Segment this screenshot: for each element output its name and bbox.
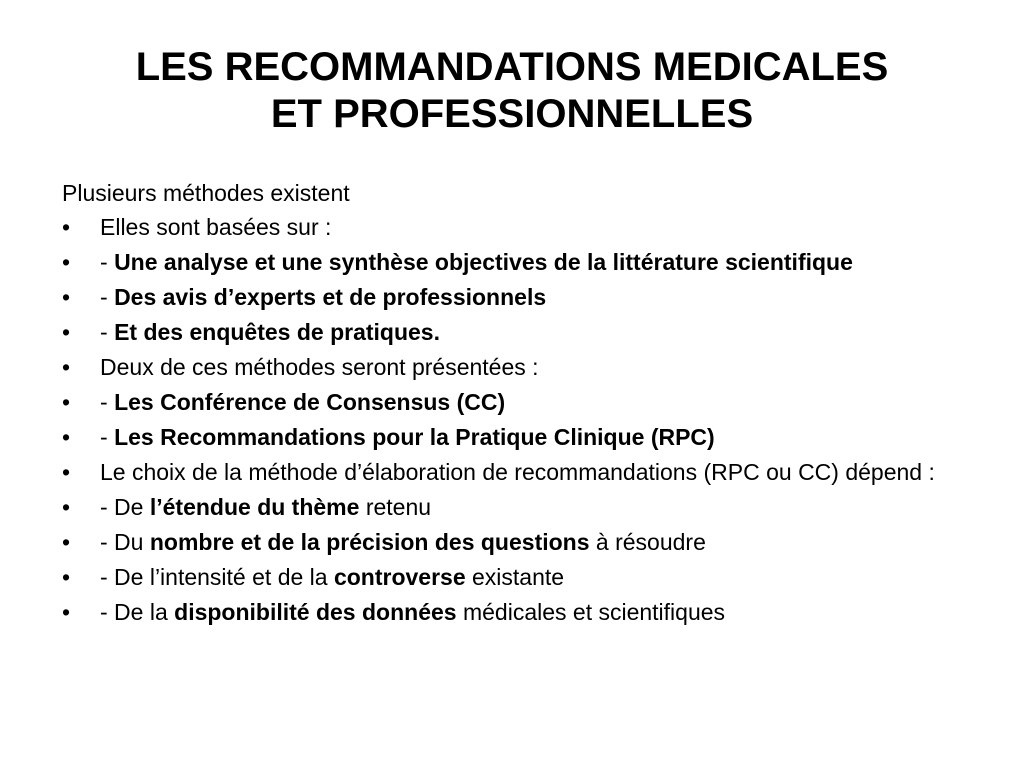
slide-title-line-1: LES RECOMMANDATIONS MEDICALES <box>135 45 889 89</box>
bullet-icon: • <box>62 494 71 520</box>
bullet-item <box>62 319 1024 346</box>
bullet-text: Deux de ces méthodes seront présentées : <box>100 354 539 380</box>
slide-title-line-2: ET PROFESSIONNELLES <box>270 92 754 136</box>
bullet-icon: • <box>62 529 71 555</box>
bullet-text: - <box>100 249 115 275</box>
bullet-text: - <box>100 424 115 450</box>
bullet-bold-text: Les Recommandations pour la Pratique Clinique (RPC) <box>114 424 715 450</box>
bullet-bold-text: Des avis d’experts et de professionnels <box>114 284 547 310</box>
bullet-item <box>62 529 1024 556</box>
slide-body <box>62 180 1024 634</box>
bullet-bold-text: nombre et de la précision des questions <box>149 529 590 555</box>
bullet-text: - De la <box>100 599 175 625</box>
intro-text: Plusieurs méthodes existent <box>62 180 350 206</box>
bullet-text: - Du <box>100 529 150 555</box>
bullet-list <box>62 214 1024 626</box>
bullet-item <box>62 459 1024 486</box>
bullet-text: - De <box>100 494 150 520</box>
bullet-icon: • <box>62 599 71 625</box>
bullet-icon: • <box>62 214 71 240</box>
bullet-text: Le choix de la méthode d’élaboration de recommandations (RPC ou CC) dépend : <box>100 459 935 485</box>
bullet-text: - <box>100 319 115 345</box>
bullet-item <box>62 249 1024 276</box>
bullet-bold-text: Et des enquêtes de pratiques. <box>114 319 440 345</box>
bullet-trailing-text: retenu <box>359 494 432 520</box>
bullet-icon: • <box>62 249 71 275</box>
bullet-bold-text: Les Conférence de Consensus (CC) <box>114 389 506 415</box>
bullet-text: - <box>100 389 115 415</box>
bullet-trailing-text: médicales et scientifiques <box>456 599 726 625</box>
bullet-bold-text: l’étendue du thème <box>149 494 360 520</box>
bullet-icon: • <box>62 354 71 380</box>
bullet-item <box>62 214 1024 241</box>
bullet-trailing-text: existante <box>465 564 565 590</box>
bullet-item <box>62 284 1024 311</box>
bullet-icon: • <box>62 459 71 485</box>
bullet-icon: • <box>62 319 71 345</box>
bullet-item <box>62 599 1024 626</box>
bullet-icon: • <box>62 564 71 590</box>
bullet-icon: • <box>62 389 71 415</box>
bullet-icon: • <box>62 284 71 310</box>
bullet-text: - <box>100 284 115 310</box>
slide-title <box>0 44 1024 138</box>
bullet-icon: • <box>62 424 71 450</box>
bullet-bold-text: disponibilité des données <box>174 599 457 625</box>
bullet-bold-text: controverse <box>333 564 466 590</box>
bullet-trailing-text: à résoudre <box>589 529 706 555</box>
bullet-item <box>62 389 1024 416</box>
bullet-item <box>62 424 1024 451</box>
bullet-text: Elles sont basées sur : <box>100 214 332 240</box>
bullet-item <box>62 494 1024 521</box>
bullet-item <box>62 354 1024 381</box>
bullet-item <box>62 564 1024 591</box>
bullet-bold-text: Une analyse et une synthèse objectives de la littérature scientifique <box>114 249 853 275</box>
bullet-text: - De l’intensité et de la <box>100 564 334 590</box>
